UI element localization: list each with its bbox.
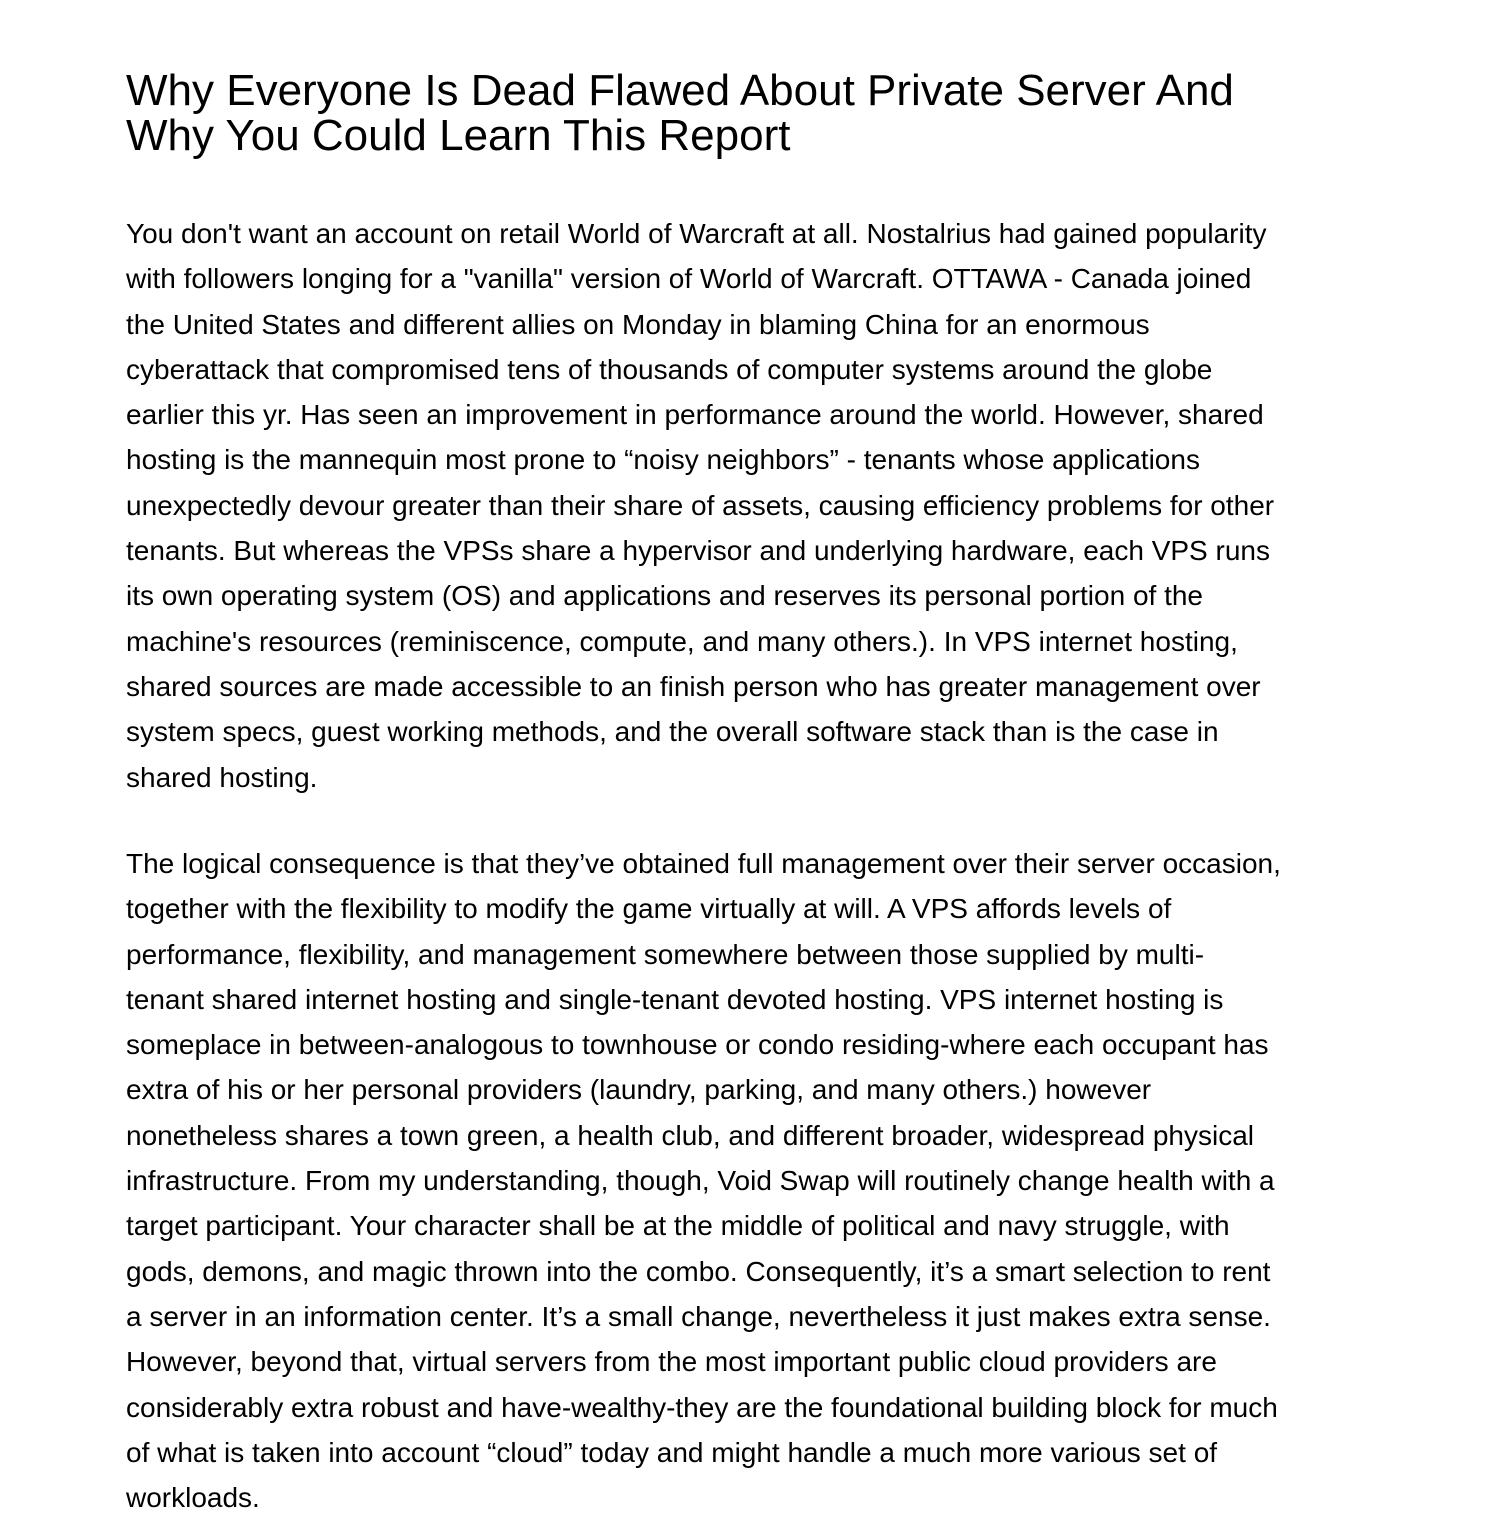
text-line: hosting is the mannequin most prone to “noisy neighbors” - tenants whose applications — [126, 444, 1200, 476]
text-line: earlier this yr. Has seen an improvement in performance around the world. However, shared — [126, 399, 1264, 431]
text-line: extra of his or her personal providers (laundry, parking, and many others.) however — [126, 1074, 1152, 1106]
text-line: system specs, guest working methods, and the overall software stack than is the case in — [126, 716, 1219, 748]
text-line: infrastructure. From my understanding, though, Void Swap will routinely change health with a — [126, 1165, 1275, 1197]
text-line: someplace in between-analogous to townhouse or condo residing-where each occupant has — [126, 1029, 1269, 1061]
text-line: The logical consequence is that they’ve obtained full management over their server occasion, — [126, 848, 1281, 879]
text-line: performance, flexibility, and management somewhere between those supplied by multi- — [126, 938, 1205, 970]
text-line: target participant. Your character shall be at the middle of political and navy struggle, with — [126, 1210, 1230, 1242]
title-line: Why You Could Learn This Report — [126, 111, 791, 160]
text-line: unexpectedly devour greater than their share of assets, causing efficiency problems for other — [126, 489, 1275, 521]
text-line: tenant shared internet hosting and single-tenant devoted hosting. VPS internet hosting is — [126, 983, 1224, 1015]
text-line: You don't want an account on retail World of Warcraft at all. Nostalrius had gained popularity — [126, 218, 1267, 249]
text-line: workloads. — [126, 1482, 260, 1514]
title-line: Why Everyone Is Dead Flawed About Private Server And — [126, 66, 1234, 115]
text-line: considerably extra robust and have-wealthy-they are the foundational building block for much — [126, 1391, 1278, 1423]
text-line: the United States and different allies on Monday in blaming China for an enormous — [126, 308, 1150, 340]
text-line: shared sources are made accessible to an finish person who has greater management over — [126, 670, 1261, 702]
text-line: a server in an information center. It’s a small change, nevertheless it just makes extra sense. — [126, 1300, 1271, 1332]
text-line: with followers longing for a "vanilla" version of World of Warcraft. OTTAWA - Canada joined — [126, 263, 1252, 295]
text-line: gods, demons, and magic thrown into the combo. Consequently, it’s a smart selection to rent — [126, 1255, 1271, 1287]
text-line: of what is taken into account “cloud” today and might handle a much more various set of — [126, 1436, 1218, 1468]
paragraph-2 — [126, 841, 1281, 1520]
text-line: tenants. But whereas the VPSs share a hypervisor and underlying hardware, each VPS runs — [126, 535, 1270, 567]
text-line: machine's resources (reminiscence, compute, and many others.). In VPS internet hosting, — [126, 625, 1238, 657]
text-line: nonetheless shares a town green, a health club, and different broader, widespread physical — [126, 1119, 1254, 1151]
text-line: together with the flexibility to modify the game virtually at will. A VPS affords levels of — [126, 893, 1172, 925]
text-line: its own operating system (OS) and applications and reserves its personal portion of the — [126, 580, 1204, 612]
text-line: cyberattack that compromised tens of thousands of computer systems around the globe — [126, 353, 1213, 385]
document-title — [126, 68, 1234, 158]
text-line: shared hosting. — [126, 761, 318, 793]
paragraph-1 — [126, 211, 1274, 800]
text-line: However, beyond that, virtual servers from the most important public cloud providers are — [126, 1346, 1217, 1378]
